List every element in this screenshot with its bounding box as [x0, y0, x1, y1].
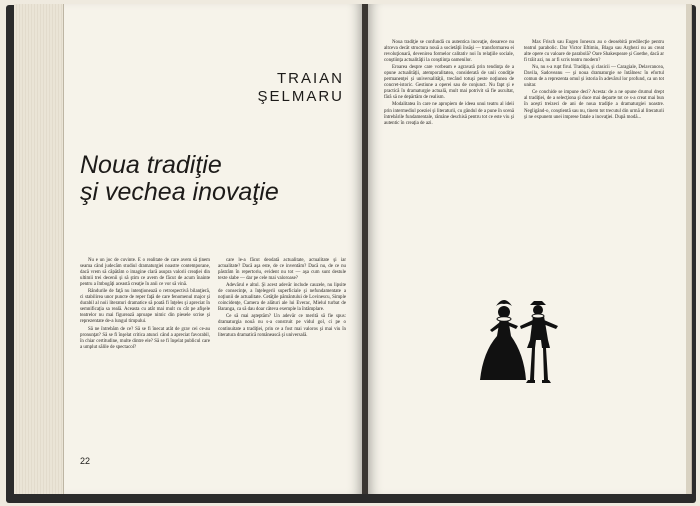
author-first-name: TRAIAN — [276, 70, 344, 87]
paragraph: Nu e un joc de cuvinte. E o realitate de care avem să ţinem seama când judecăm studiul dramaturgiei noastre contemporane, dacă vrem să căpătăm o imagine clară asupra valorii creaţiei din ultimii trei decenii şi să ştim ce avem de făcut de acum înainte pentru a îmbogăţi această creaţie în anii ce vor să vină. — [80, 258, 210, 288]
couple-silhouette-illustration — [478, 296, 566, 392]
paragraph: Nu, nu s-a rupt firul. Tradiţia, şi clasicii — Caragiale, Delavrancea, Davila, Sadoveanu — şi noua dramaturgie se întâlnesc în efortul comun de a reprezenta omul şi istoria în adevărul lor profund, ca un tot unitar. — [524, 65, 664, 89]
right-text-column-2 — [524, 40, 664, 122]
author-name — [257, 70, 344, 106]
paragraph: Adevărul e altul. Şi acest adevăr include cauzele, nu lipsite de consecinţe, a înţelegerii superficiale şi nefundamentate a noţiunii de actualitate. Cetăţile pământului de Lovinescu, Simple coincidenţe, Camera de alături ale lui Everac, Mielul turbat de Baranga, ca să dau doar câteva exemple la întâmplare. — [218, 283, 346, 313]
article-title — [80, 152, 340, 206]
paragraph: Ce conchide se impune deci? Acesta: de a ne opune drumul drept al tradiţiei, de a selecţiona şi duce mai departe tot ce s-a creat mai bun în aceşti treizeci de ani de noua tradiţie a dramaturgiei noastre. Negligând-o, conştientă sau nu, tinem tot trecutul din urmă al literaturii şi ne expunem unei imprese fatale a inovaţiei. După modă... — [524, 90, 664, 120]
paragraph: Eroarea despre care vorbeam e agravată prin tendinţa de a opune actualităţii, atemporalitatea, considerată de unii condiţie permanenţei şi universalităţii, trecând totuşi peste noţiunea de concret-istoric. Gestiune a operei sau de conjunct. Nu fapt şi e practică în dramaturgie actuală, mult mai potrivit să fie ascultat, fără să ne depărtăm de realism. — [384, 65, 514, 101]
title-line-2: şi vechea inovaţie — [80, 178, 279, 206]
left-page — [64, 4, 362, 494]
right-page — [368, 4, 686, 494]
paragraph: Ce să mai aşteptăm? Un adevăr ce merită să fie spus: dramaturgia nouă nu s-a construit pe vidul gol, ci pe o continuitate a tradiţiei, prin ce a fost mai valoros şi mai viu în literatura dramatică românească şi universală. — [218, 314, 346, 338]
paragraph: Să ne întrebăm de ce? Să se fi înecat atât de grav cei ce-au pronunţat? Să se fi înşelat critica atunci când a apreciat favorabil, în chiar certitudine, multe dintre ele? Să se fi înşelat publicul care a umplut sălile de spectacol? — [80, 326, 210, 350]
paragraph: care le-a făcut deodată actualitate, actualitate şi iar actualitate? Dacă aşa este, de ce inventăm? Dacă nu, de ce nu păstrăm în repertoriu, evident nu tot — aşa cum sunt destule texte slabe — dar pe cele mai valoroase? — [218, 258, 346, 282]
page-number: 22 — [80, 456, 91, 466]
title-line-1: Noua tradiţie — [80, 151, 222, 179]
paragraph: Noua tradiţie se confundă cu autentica inovaţie, deoarece nu altceva decât structura nouă a societăţii însăşi — transformarea ei revoluţionară, devenirea formelor calitativ noi în relaţiile sociale, conştiinţa actualităţii la conştiinţa oamenilor. — [384, 40, 514, 64]
author-last-name: ŞELMARU — [257, 88, 344, 105]
paragraph: Max Frisch sau Eugen Ionescu au o deosebită predilecţie pentru teatrul parabolic. Dar Victor Eftimiu, Blaga sau Arghezi nu au creat alte opere cu valoare de parabolă? Oare Shakespeare şi Goethe, dacă ar fi trăit azi, nu ar fi scris teatru modern? — [524, 40, 664, 64]
left-page-edges — [14, 4, 64, 494]
paragraph: Rândurile de faţă nu intenţionează o retrospectivă bilanţieră, ci stabilirea unor puncte de reper faţă de care fenomenul major şi durabil al noii literaturi dramatice să poată fi înţeles şi apreciat în semnificaţia sa reală. Aceasta cu atât mai mult cu cât pe afişele teatrelor nu mai figurează aproape nimic din piesele scrise şi reprezentate de-a lungul timpului. — [80, 289, 210, 325]
right-page-edges — [686, 4, 692, 494]
paragraph: Modalitatea în care ne apropiem de ideea unui teatru al ideii prin intermediul poeziei şi literaturii, cu gândul de a pune în scenă întrebările fundamentale, rămâne deschisă pentru tot ce este viu şi autentic în creaţia de azi. — [384, 102, 514, 126]
right-text-column-1 — [384, 40, 514, 128]
left-text-column-1 — [80, 258, 210, 352]
left-text-column-2 — [218, 258, 346, 340]
